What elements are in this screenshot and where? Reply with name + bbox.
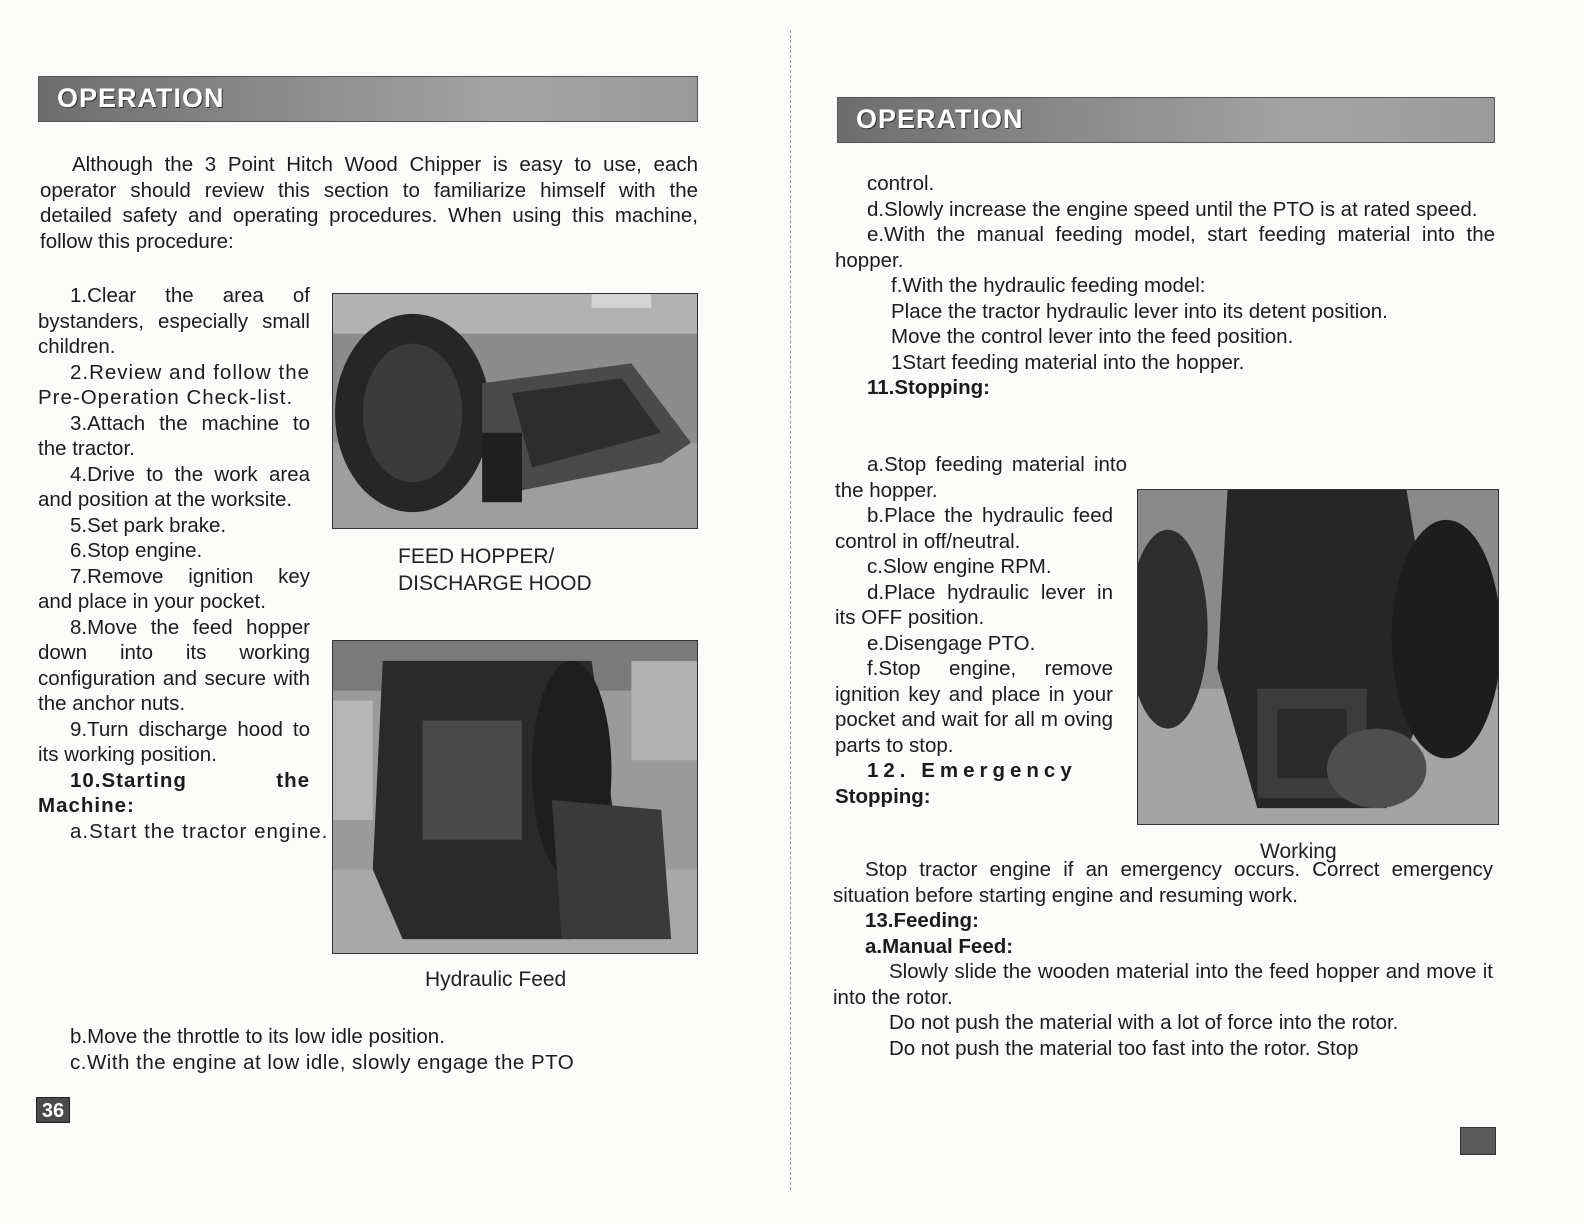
feed-hopper-caption-line2: DISCHARGE HOOD <box>398 572 592 595</box>
feed-paragraph-3: Do not push the material too fast into the rotor. Stop <box>889 1036 1359 1060</box>
section-12-title-line2: Stopping: <box>835 784 931 808</box>
feed-hopper-photo-image <box>333 294 697 528</box>
working-caption: Working <box>1260 840 1337 863</box>
left-steps-list <box>38 283 329 844</box>
section-12-text: Stop tractor engine if an emergency occurs. Correct emergency situation before starting engine and resuming work. <box>833 858 1493 907</box>
step-10f-start: 1Start feeding material into the hopper. <box>891 350 1245 374</box>
step-10f-place: Place the tractor hydraulic lever into its detent position. <box>891 299 1388 323</box>
step-2: 2.Review and follow the Pre-Operation Check-list. <box>38 360 310 409</box>
left-section-header <box>38 76 698 122</box>
feed-hopper-caption-line1: FEED HOPPER/ <box>398 545 555 568</box>
right-header-title: OPERATION <box>856 104 1024 134</box>
stop-step-f: f.Stop engine, remove ignition key and place in your pocket and wait for all m oving parts to stop. <box>835 657 1113 757</box>
feed-paragraph-1: Slowly slide the wooden material into the feed hopper and move it into the rotor. <box>833 960 1493 1009</box>
feed-paragraph-2: Do not push the material with a lot of force into the rotor. <box>889 1011 1399 1034</box>
working-photo <box>1137 489 1499 825</box>
step-10c: c.With the engine at low idle, slowly engage the PTO <box>70 1050 575 1074</box>
step-4: 4.Drive to the work area and position at the worksite. <box>38 462 310 511</box>
step-10a: a.Start the tractor engine. <box>70 819 329 843</box>
page-gutter <box>790 30 791 1190</box>
step-10b: b.Move the throttle to its low idle position. <box>70 1025 445 1048</box>
step-6: 6.Stop engine. <box>70 539 203 562</box>
left-page <box>0 0 790 1224</box>
step-1: 1.Clear the area of bystanders, especially small children. <box>38 284 310 358</box>
right-bottom-text <box>833 857 1493 1061</box>
right-page <box>792 0 1584 1224</box>
left-bottom-steps <box>38 1024 698 1075</box>
section-11-title: 11.Stopping: <box>867 376 990 399</box>
feed-hopper-caption <box>398 543 592 597</box>
control-continuation: control. <box>867 172 935 195</box>
hydraulic-feed-photo-image <box>333 641 697 953</box>
step-10e: e.With the manual feeding model, start feeding material into the hopper. <box>835 223 1495 272</box>
step-9: 9.Turn discharge hood to its working position. <box>38 717 310 766</box>
stopping-steps-list <box>835 452 1127 809</box>
step-7: 7.Remove ignition key and place in your pocket. <box>38 564 310 613</box>
page-corner-marker <box>1460 1127 1496 1155</box>
right-top-text <box>835 171 1495 401</box>
manual-feed-title: a.Manual Feed: <box>865 934 1014 958</box>
section-12-title-line1: 12. Emergency <box>867 759 1077 782</box>
stop-step-b: b.Place the hydraulic feed control in off/neutral. <box>835 504 1113 553</box>
page-number: 36 <box>36 1097 70 1123</box>
section-13-title: 13.Feeding: <box>865 909 979 932</box>
stop-step-d: d.Place hydraulic lever in its OFF position. <box>835 580 1113 629</box>
working-photo-image <box>1138 490 1498 824</box>
section-10-title: 10.Starting the Machine: <box>38 768 310 817</box>
hydraulic-feed-photo <box>332 640 698 954</box>
step-10f: f.With the hydraulic feeding model: <box>891 274 1206 297</box>
step-8: 8.Move the feed hopper down into its working configuration and secure with the anchor nuts. <box>38 615 310 715</box>
step-3: 3.Attach the machine to the tractor. <box>38 411 310 460</box>
stop-step-e: e.Disengage PTO. <box>867 631 1036 655</box>
stop-step-c: c.Slow engine RPM. <box>867 555 1052 578</box>
left-intro-paragraph <box>40 152 698 254</box>
intro-text: Although the 3 Point Hitch Wood Chipper is easy to use, each operator should review this section to familiarize himself with the detailed safety and operating procedures. When using this machine, follow this procedure: <box>40 153 698 253</box>
feed-hopper-photo <box>332 293 698 529</box>
step-10f-move: Move the control lever into the feed position. <box>891 325 1294 348</box>
left-header-title: OPERATION <box>57 83 225 113</box>
right-section-header <box>837 97 1495 143</box>
hydraulic-feed-caption: Hydraulic Feed <box>425 968 567 991</box>
step-10d: d.Slowly increase the engine speed until the PTO is at rated speed. <box>867 197 1478 221</box>
step-5: 5.Set park brake. <box>70 513 227 537</box>
stop-step-a: a.Stop feeding material into the hopper. <box>835 453 1127 502</box>
